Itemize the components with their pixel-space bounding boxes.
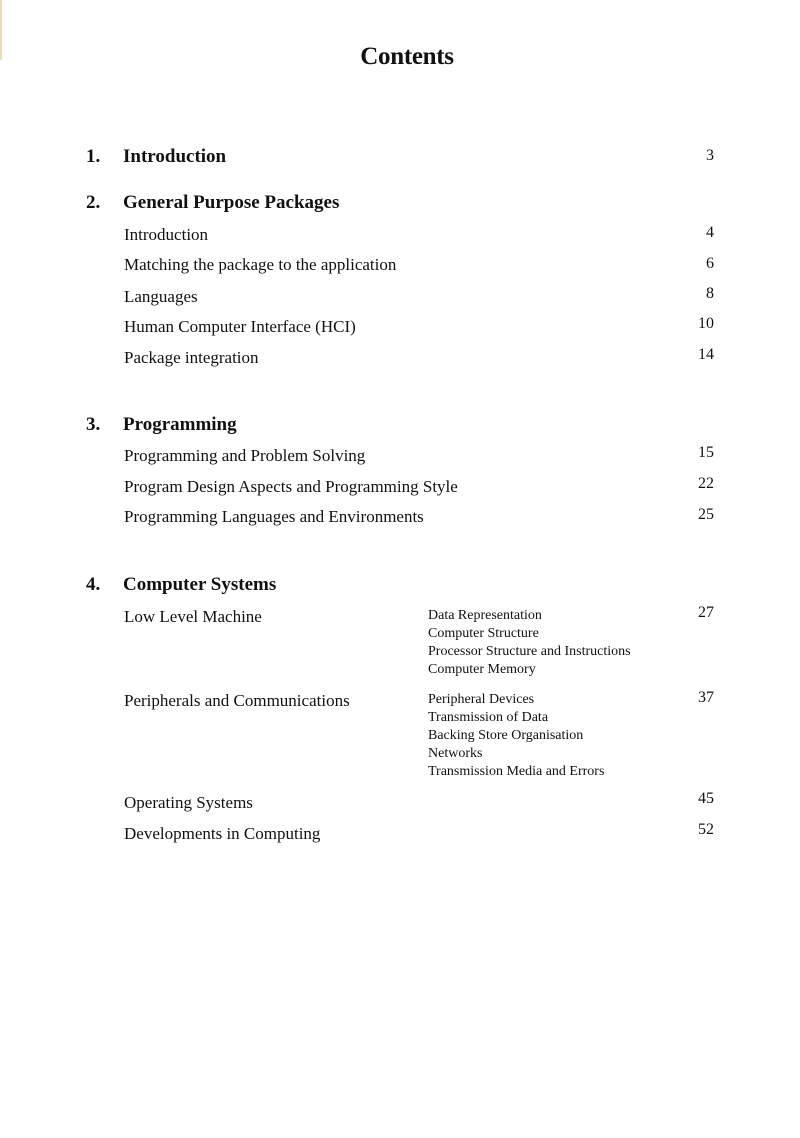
page-number: 25	[698, 506, 714, 523]
toc-entry: Peripherals and Communications	[124, 691, 350, 710]
subtopic: Computer Structure	[428, 626, 539, 641]
section-title: Programming	[123, 414, 237, 435]
toc-entry: Program Design Aspects and Programming Style	[124, 477, 458, 496]
section-heading	[86, 414, 237, 436]
toc-entry: Developments in Computing	[124, 824, 321, 843]
toc-entry: Programming and Problem Solving	[124, 446, 366, 465]
page-number: 10	[698, 315, 714, 332]
subtopic: Peripheral Devices	[428, 692, 535, 707]
toc-entry: Operating Systems	[124, 793, 253, 812]
toc-entry: Low Level Machine	[124, 607, 262, 626]
section-number: 4.	[86, 574, 101, 595]
subtopic-list	[428, 691, 604, 781]
subtopic: Processor Structure and Instructions	[428, 644, 631, 659]
toc-entry: Package integration	[124, 348, 259, 367]
page-number: 52	[698, 821, 714, 838]
section-number: 2.	[86, 192, 101, 213]
page-number: 8	[706, 285, 714, 302]
page-title: Contents	[360, 43, 454, 70]
page-number: 22	[698, 475, 714, 492]
section-title: Introduction	[123, 146, 227, 167]
page-number: 4	[706, 224, 714, 241]
subtopic: Computer Memory	[428, 662, 536, 677]
section-title: General Purpose Packages	[123, 192, 340, 213]
page-number: 45	[698, 790, 714, 807]
page-number: 15	[698, 444, 714, 461]
page-number: 37	[698, 689, 714, 706]
subtopic: Data Representation	[428, 608, 542, 623]
toc-entry: Programming Languages and Environments	[124, 507, 424, 526]
section-heading	[86, 574, 276, 596]
toc-entry: Languages	[124, 287, 198, 306]
subtopic: Transmission Media and Errors	[428, 764, 605, 779]
section-heading	[86, 192, 339, 214]
toc-entry: Introduction	[124, 225, 209, 244]
section-heading	[86, 146, 226, 168]
page-number: 14	[698, 346, 714, 363]
section-number: 3.	[86, 414, 101, 435]
page-number: 3	[706, 147, 714, 164]
toc-entry: Human Computer Interface (HCI)	[124, 317, 356, 336]
subtopic: Networks	[428, 746, 483, 761]
subtopic: Transmission of Data	[428, 710, 549, 725]
toc-entry: Matching the package to the application	[124, 255, 397, 274]
subtopic: Backing Store Organisation	[428, 728, 584, 743]
page-number: 6	[706, 255, 714, 272]
page-number: 27	[698, 604, 714, 621]
section-title: Computer Systems	[123, 574, 277, 595]
section-number: 1.	[86, 146, 101, 167]
subtopic-list	[428, 607, 631, 679]
